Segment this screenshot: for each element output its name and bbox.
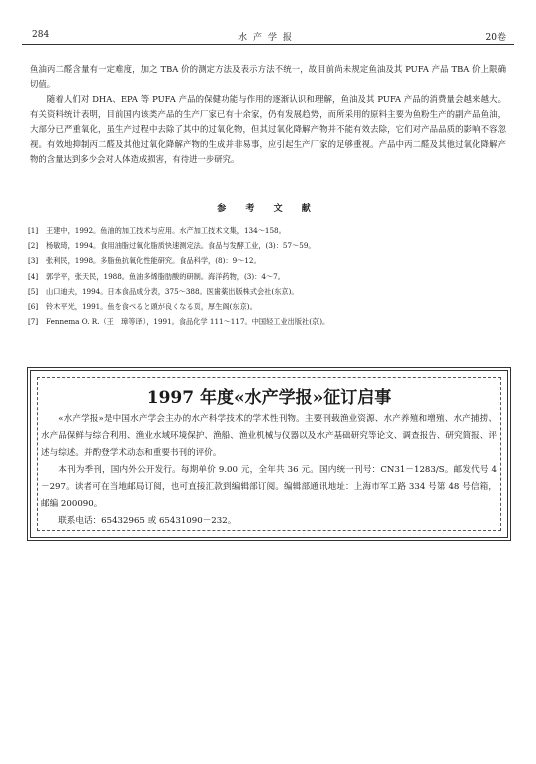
body-text: [30, 62, 506, 167]
running-header: [22, 28, 514, 45]
reference-list: [28, 223, 508, 329]
references-title: 参 考 文 献: [217, 204, 319, 214]
notice-paragraph: 联系电话：65432965 或 65431090－232。: [58, 516, 237, 526]
reference-item: [28, 269, 508, 284]
reference-text: Fennema O. R.（王 璋等译），1991。食品化学 111～117。中国轻工业出版社(京)。: [46, 317, 330, 327]
body-paragraph: 鱼油丙二醛含量有一定难度，加之 TBA 价的测定方法及表示方法不统一，故目前尚未规定鱼油及其 PUFA 产品 TBA 价上限确切值。: [30, 64, 506, 89]
reference-number: [5]: [28, 286, 39, 296]
reference-item: [28, 253, 508, 268]
reference-item: [28, 314, 508, 329]
reference-text: 铃木平光，1991。鱼を食べると頭が良くなる页，厚生阁(东京)。: [46, 302, 257, 312]
reference-number: [2]: [28, 241, 39, 251]
reference-text: 郭学平，张天民，1988。鱼油多烯脂肪酸的研制。海洋药物，(3)：4～7。: [46, 271, 285, 281]
reference-number: [6]: [28, 302, 39, 312]
reference-text: 杨敏琦，1994。食用油脂过氧化脂质快速测定法。食品与发酵工业，(3)：57～59。: [46, 241, 316, 251]
body-paragraph: 随着人们对 DHA、EPA 等 PUFA 产品的保健功能与作用的逐渐认识和理解，鱼油及其 PUFA 产品的消费量会越来越大。有关资料统计表明，目前国内该类产品的生产厂家已有十余家，仍有发展趋势，而所采用的原料主要为鱼粉生产的副产品鱼油，大部分已严重氧化，虽生产过程中去除了其中的过氧化物，但其过氧化降解产物并不能有效去除，它们对产品品质的影响不容忽视。有效地抑制丙二醛及其他过氧化降解产物的生成并非易事，应引起生产厂家的足够重视。产品中丙二醛及其他过氧化降解产物的含量达到多少会对人体造成损害，有待进一步研究。: [30, 94, 506, 164]
reference-item: [28, 284, 508, 299]
notice-title: 1997 年度«水产学报»征订启事: [146, 388, 392, 408]
reference-text: 张利民，1998。多脂鱼抗氧化性能研究。食品科学，(8)：9～12。: [46, 256, 261, 266]
page-number: 284: [32, 30, 50, 40]
reference-item: [28, 223, 508, 238]
reference-number: [1]: [28, 226, 39, 235]
reference-number: [3]: [28, 256, 39, 266]
journal-name: 水产学报: [237, 33, 298, 43]
reference-text: 王建中，1992。鱼油的加工技术与应用。水产加工技术文集，134～158。: [46, 226, 286, 235]
reference-number: [4]: [28, 271, 39, 281]
reference-item: [28, 299, 508, 314]
reference-text: 山口迪夫，1994。日本食品成分表，375～388。医歯薬出版株式会社(东京)。: [46, 286, 299, 296]
notice-paragraph: «水产学报»是中国水产学会主办的水产科学技术的学术性刊物。主要刊载渔业资源、水产养殖和增殖、水产捕捞、水产品保鲜与综合利用、渔业水域环境保护、渔船、渔业机械与仪器以及水产基础研究等论文、调查报告、研究简报、评述与综述。并酌登学术动态和重要书刊的评价。: [41, 414, 497, 458]
reference-number: [7]: [28, 317, 39, 327]
reference-item: [28, 238, 508, 253]
volume-label: 20卷: [485, 33, 506, 43]
notice-text: [41, 411, 497, 530]
notice-paragraph: 本刊为季刊，国内外公开发行。每期单价 9.00 元，全年共 36 元。国内统一刊号：CN31－1283/S。邮发代号 4－297。读者可在当地邮局订阅，也可直接汇款到编辑部订阅。编辑部通讯地址：上海市军工路 334 号第 48 号信箱，邮编 200090。: [41, 465, 497, 509]
subscription-notice-box: [27, 367, 511, 541]
